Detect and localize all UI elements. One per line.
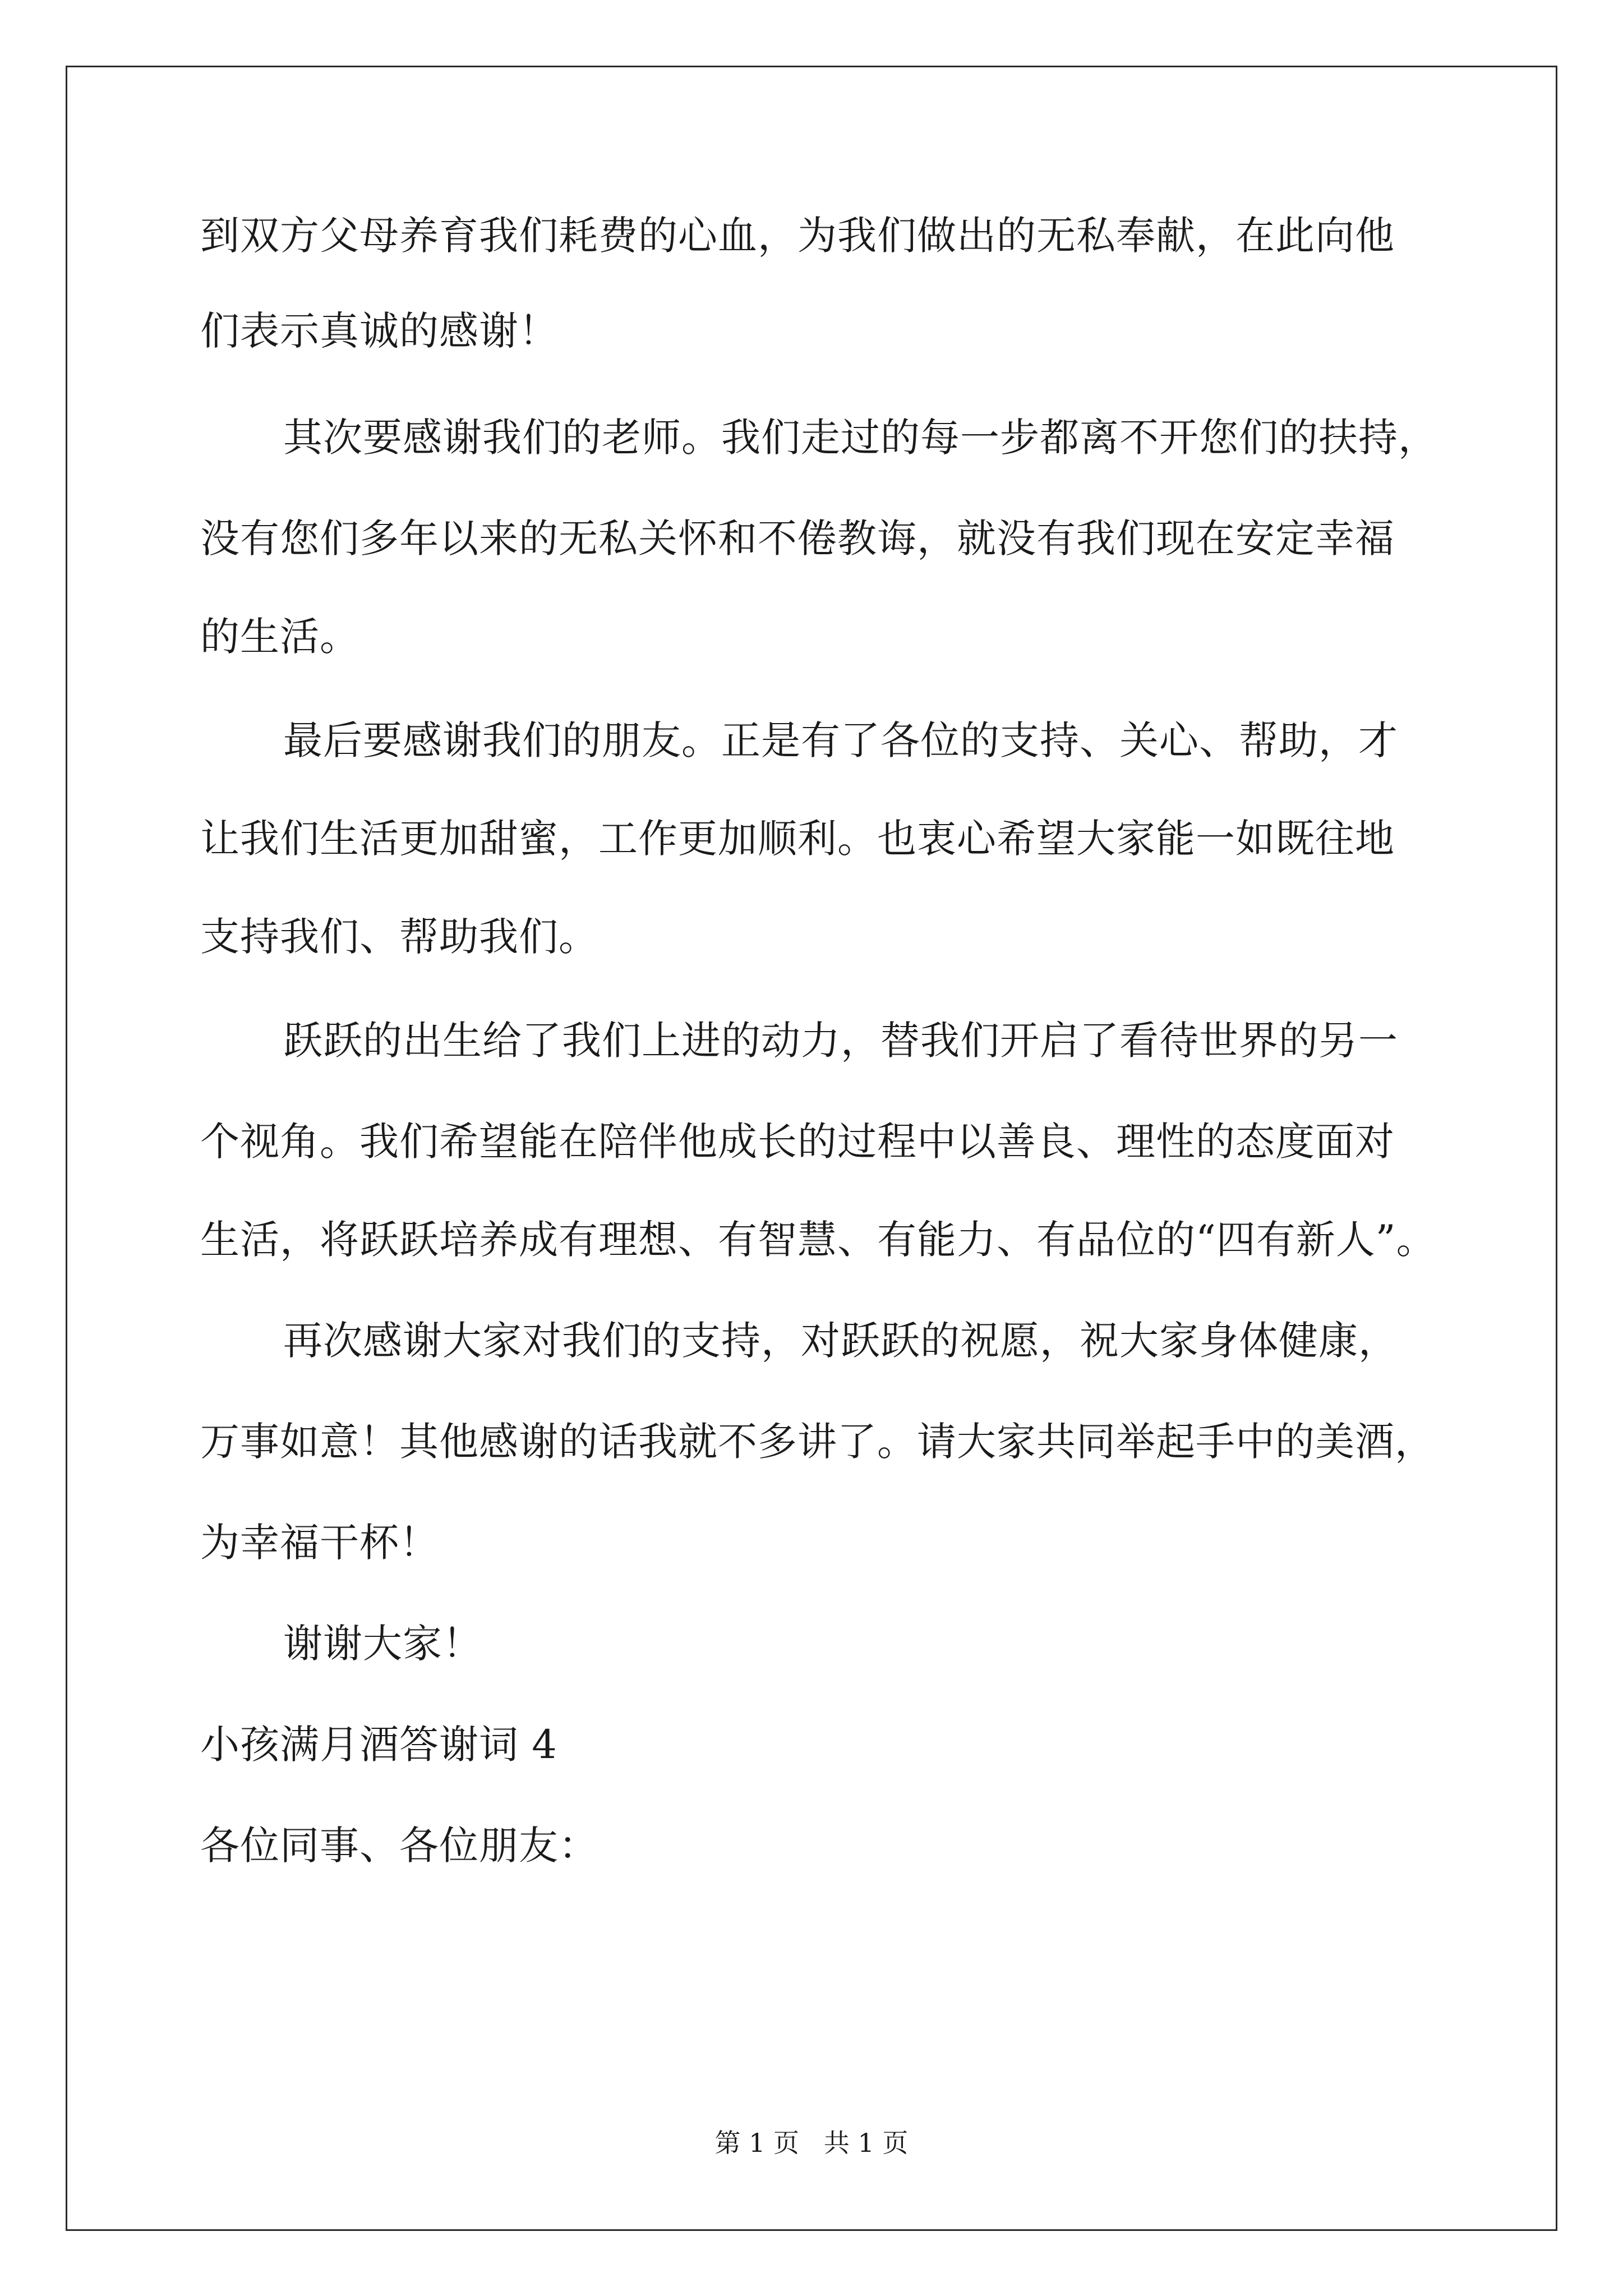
paragraph-start: 其次要感谢我们的老师。我们走过的每一步都离不开您们的扶持，: [283, 415, 1438, 461]
paragraph-start: 再次感谢大家对我们的支持，对跃跃的祝愿，祝大家身体健康，: [283, 1318, 1398, 1364]
text-line: 让我们生活更加甜蜜，工作更加顺利。也衷心希望大家能一如既往地: [200, 816, 1395, 862]
page-footer: 第 1 页 共 1 页: [714, 2128, 909, 2158]
text-line: 到双方父母养育我们耗费的心血，为我们做出的无私奉献，在此向他: [200, 213, 1395, 259]
section-title: 小孩满月酒答谢词 4: [200, 1722, 557, 1768]
text-line: 生活，将跃跃培养成有理想、有智慧、有能力、有品位的“四有新人”。: [200, 1217, 1436, 1263]
text-line: 为幸福干杯！: [200, 1520, 439, 1566]
closing-thanks: 谢谢大家！: [283, 1621, 482, 1667]
paragraph-start: 最后要感谢我们的朋友。正是有了各位的支持、关心、帮助，才: [283, 717, 1398, 763]
text-line: 个视角。我们希望能在陪伴他成长的过程中以善良、理性的态度面对: [200, 1119, 1395, 1165]
text-line: 的生活。: [200, 614, 359, 660]
text-line: 万事如意！其他感谢的话我就不多讲了。请大家共同举起手中的美酒，: [200, 1419, 1435, 1465]
paragraph-start: 跃跃的出生给了我们上进的动力，替我们开启了看待世界的另一: [283, 1018, 1398, 1064]
text-line: 们表示真诚的感谢！: [200, 308, 559, 354]
salutation: 各位同事、各位朋友：: [200, 1823, 598, 1869]
text-line: 没有您们多年以来的无私关怀和不倦教诲，就没有我们现在安定幸福: [200, 516, 1395, 562]
text-line: 支持我们、帮助我们。: [200, 914, 598, 960]
